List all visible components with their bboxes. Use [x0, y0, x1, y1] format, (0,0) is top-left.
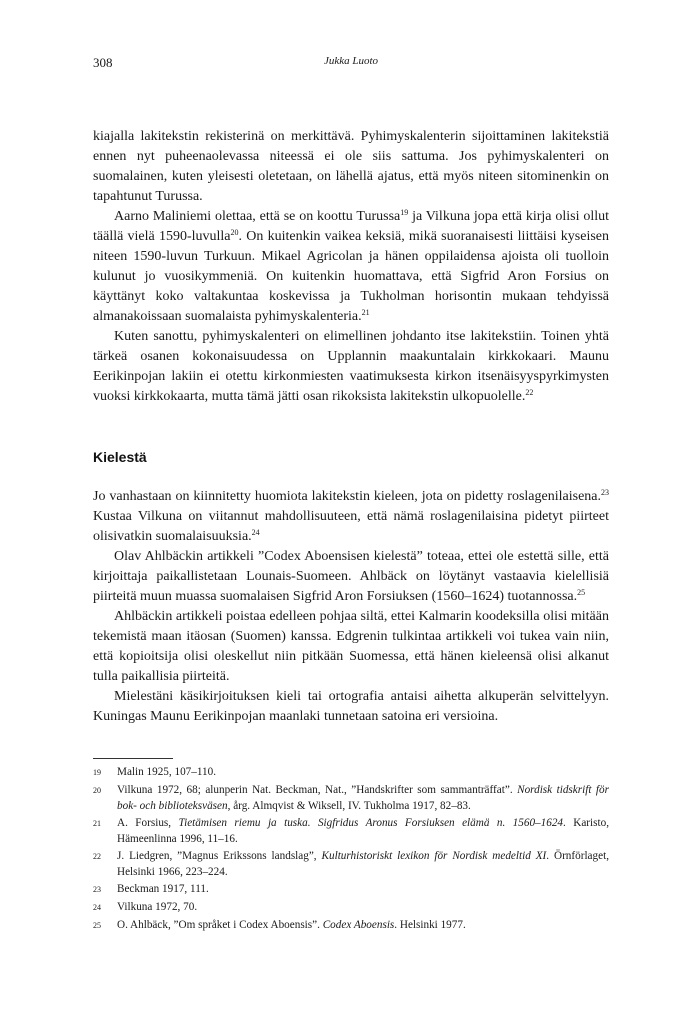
footnote [93, 764, 609, 781]
footnote-ref[interactable]: 21 [361, 308, 370, 317]
footnote-text: Beckman 1917, 111. [117, 883, 209, 895]
paragraph: Jo vanhastaan on kiinnitetty huomiota lakitekstin kieleen, jota on pidetty roslagenilaisena.$^{23}$ Kustaa Vilkuna on viitannut mahdollisuuteen, että nämä roslagenilaisina pidetyt piirteet olisivatkin suomalaisuuksia.$^{24}$ [93, 488, 609, 544]
paragraph: kiajalla lakitekstin rekisterinä on merkittävä. Pyhimyskalenterin sijoittaminen lakitekstiä ennen nyt puheenaolevassa niteessä ei ole siis sattuma. Jos pyhimyskalenteri on suomalainen, kuten yleisesti oletetaan, on lähellä ajatus, että myös niteen sitominenkin on tapahtunut Turussa. [93, 129, 609, 204]
footnote-ref[interactable]: 19 [400, 208, 409, 217]
footnote-text: O. Ahlbäck, ”Om språket i Codex Aboensis”. Codex Aboensis. Helsinki 1977. [117, 919, 466, 931]
footnote [93, 917, 609, 934]
section-heading: Kielestä [93, 449, 147, 465]
footnote-text: Malin 1925, 107–110. [117, 766, 217, 778]
footnote-ref[interactable]: 24 [251, 528, 260, 537]
footnote [93, 881, 609, 898]
paragraph: Kuten sanottu, pyhimyskalenteri on elimellinen johdanto itse lakitekstiin. Toinen yhtä tärkeä osanen kokonaisuudessa on Upplannin maakuntalain kirkkokaari. Maunu Eerikinpojan lakiin ei otettu kirkonmiesten vaatimuksesta kirkon itsenäisyyspyrkimysten vuoksi kirkkokaarta, mutta tämä jätti osan rikoksista lakitekstin ulkopuolelle.$^{22}$ [93, 329, 609, 404]
citation-title: Tietämisen riemu ja tuska. Sigfridus Aronus Forsiuksen elämä n. 1560–1624 [178, 817, 564, 829]
footnote-divider [93, 758, 173, 759]
footnote-ref[interactable]: 23 [601, 488, 609, 497]
footnote-number: 20 [93, 786, 101, 795]
citation-title: Codex Aboensis [322, 919, 395, 931]
footnote-ref[interactable]: 22 [525, 388, 534, 397]
footnote-text: J. Liedgren, ”Magnus Erikssons landslag”, Kulturhistoriskt lexikon för Nordisk medeltid XI. Örnförlaget, Helsinki 1966, 223–224. [117, 850, 609, 878]
footnote-number: 19 [93, 768, 101, 777]
citation-title: Kulturhistoriskt lexikon för Nordisk medeltid XI [321, 850, 547, 862]
footnote-number: 25 [93, 921, 101, 930]
page-header [93, 55, 609, 75]
paragraph: Olav Ahlbäckin artikkeli ”Codex Aboensisen kielestä” toteaa, ettei ole estettä sille, että kirjoittaja paikallistetaan Lounais-Suomeen. Ahlbäck on löytänyt vastaavia kielellisiä piirteitä muun muassa suomalaisen Sigfrid Aron Forsiuksen (1560–1624) tuotannossa.$^{25}$ [93, 549, 609, 604]
footnote-number: 22 [93, 852, 101, 861]
footnote [93, 815, 609, 847]
footnote-ref[interactable]: 20 [230, 228, 239, 237]
footnote-number: 21 [93, 819, 101, 828]
footnote-ref[interactable]: 25 [577, 588, 586, 597]
running-head-author: Jukka Luoto [323, 55, 379, 67]
footnotes [93, 764, 609, 935]
citation-title: Nordisk tidskrift för bok- och biblioteksväsen [117, 784, 609, 812]
footnote [93, 899, 609, 916]
footnote-text: A. Forsius, Tietämisen riemu ja tuska. Sigfridus Aronus Forsiuksen elämä n. 1560–1624. Karisto, Hämeenlinna 1996, 11–16. [117, 817, 609, 845]
footnote-number: 24 [93, 903, 101, 912]
footnote [93, 782, 609, 814]
page-number: 308 [93, 55, 113, 70]
paragraph: Mielestäni käsikirjoituksen kieli tai ortografia antaisi aihetta alkuperän selvittelyyn. Kuningas Maunu Eerikinpojan maanlaki tunnetaan satoina eri versioina. [93, 689, 609, 724]
body-text [93, 127, 609, 727]
paragraph: Aarno Maliniemi olettaa, että se on koottu Turussa$^{19}$ ja Vilkuna jopa että kirja olisi ollut täällä vielä 1590-luvulla$^{20}$. On kuitenkin vaikea keksiä, mikä suoranaisesti liittäisi kyseisen niteen 1590-luvun Turkuun. Mikael Agricolan ja hänen oppilaidensa ajoista oli tuolloin kulunut jo vuosikymmeniä. On kuitenkin huomattava, että Sigfrid Aron Forsius on käyttänyt koko valtakuntaa koskevissa ja Tukholman horisontin mukaan tehdyissä almanakoissaan suomalaista pyhimyskalenteria.$^{21}$ [93, 208, 609, 324]
footnote-text: Vilkuna 1972, 68; alunperin Nat. Beckman, Nat., ”Handskrifter som sammanträffat”. Nordisk tidskrift för bok- och biblioteksväsen, årg. Almqvist & Wiksell, IV. Tukholma 1917, 82–83. [117, 784, 609, 812]
footnote-text: Vilkuna 1972, 70. [117, 901, 198, 913]
footnote [93, 848, 609, 880]
paragraph: Ahlbäckin artikkeli poistaa edelleen pohjaa siltä, ettei Kalmarin koodeksilla olisi mitään tekemistä maan itäosan (Suomen) kanssa. Edgrenin tulkintaa artikkeli voi tukea vain niin, että kopioitsija olisi oleskellut niin pitkään Suomessa, että hänen kieleensä olisi alkanut tulla paikallisia piirteitä. [93, 609, 609, 684]
footnote-number: 23 [93, 885, 101, 894]
